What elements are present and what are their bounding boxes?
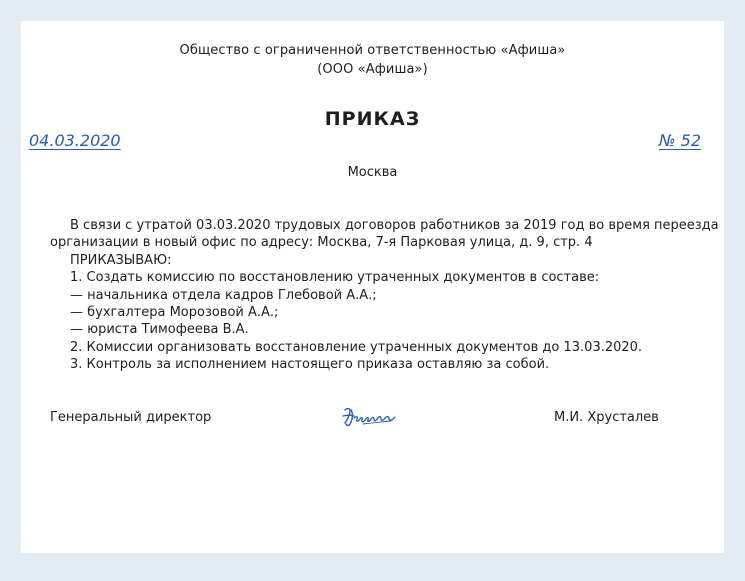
signatory-role: Генеральный директор	[50, 410, 212, 425]
document-title: ПРИКАЗ	[324, 108, 421, 130]
organization-short-name: (ООО «Афиша»)	[317, 62, 428, 77]
order-body	[50, 217, 719, 374]
document-sheet	[21, 21, 724, 553]
order-item-2: 2. Комиссии организовать восстановление утраченных документов до 13.03.2020.	[70, 339, 643, 355]
handwritten-signature	[341, 404, 399, 428]
preamble-line-1: В связи с утратой 03.03.2020 трудовых договоров работников за 2019 год во время переезда	[70, 218, 719, 233]
order-number: № 52	[658, 131, 701, 150]
commission-member-1: — начальника отдела кадров Глебовой А.А.;	[70, 287, 377, 303]
order-word: ПРИКАЗЫВАЮ:	[70, 252, 172, 268]
order-item-1: 1. Создать комиссию по восстановлению утраченных документов в составе:	[70, 270, 600, 286]
order-city: Москва	[347, 165, 398, 180]
order-item-3: 3. Контроль за исполнением настоящего приказа оставляю за собой.	[70, 357, 550, 373]
order-date: 04.03.2020	[29, 131, 121, 150]
organization-name: Общество с ограниченной ответственностью «Афиша»	[179, 43, 566, 58]
signatory-name: М.И. Хрусталев	[554, 410, 659, 425]
commission-member-3: — юриста Тимофеева В.А.	[70, 322, 249, 338]
preamble-line-2: организации в новый офис по адресу: Москва, 7-я Парковая улица, д. 9, стр. 4	[50, 235, 593, 251]
commission-member-2: — бухгалтера Морозовой А.А.;	[70, 305, 279, 321]
